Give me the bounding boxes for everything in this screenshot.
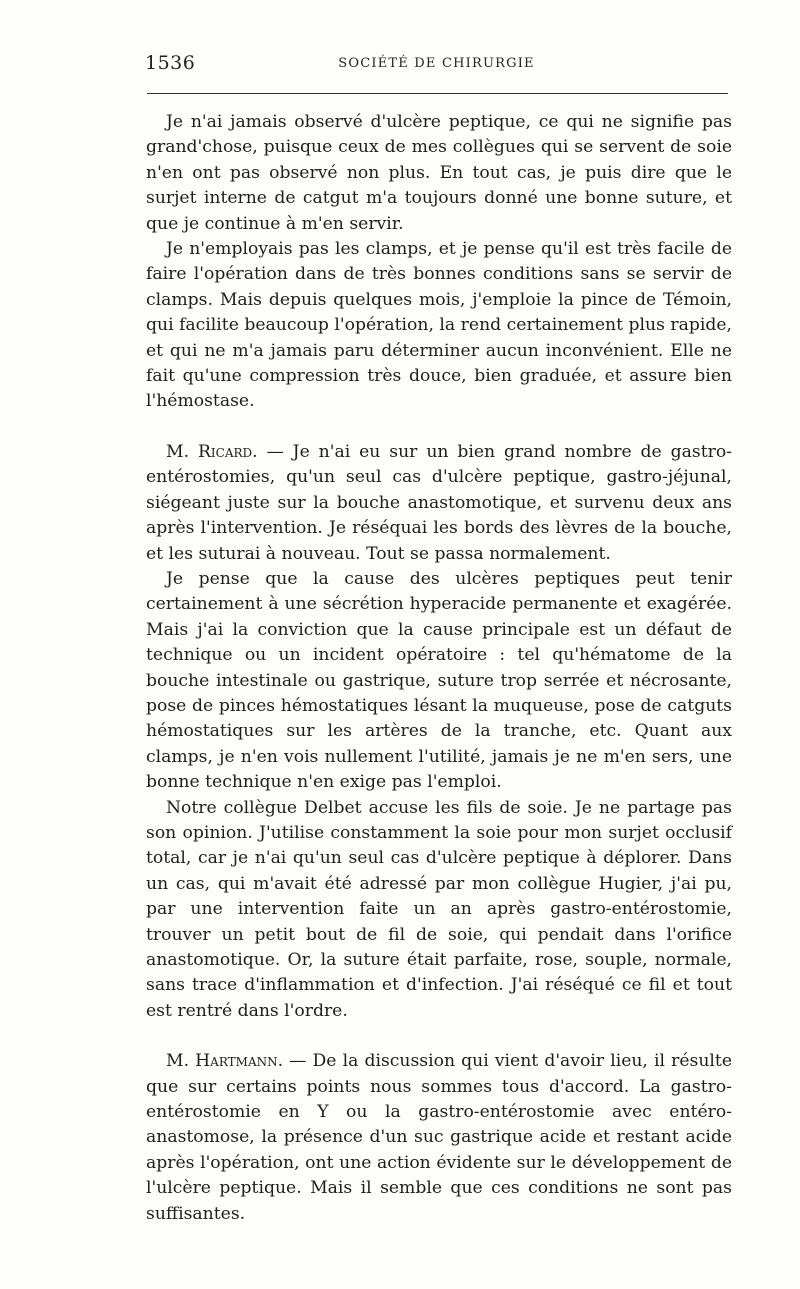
paragraph-ricard: [146, 440, 732, 567]
body-text: [146, 110, 732, 1227]
paragraph: [146, 567, 732, 796]
paragraph-text: Je n'employais pas les clamps, et je pense qu'il est très facile de faire l'opération dans de très bonnes conditions sans se servir de clamps. Mais depuis quelques mois, j'emploie la pince de Témoin, qui facilite beaucoup l'opération, la rend certainement plus rapide, et qui ne m'a jamais paru déterminer aucun inconvénient. Elle ne fait qu'une compression très douce, bien graduée, et assure bien l'hémostase.: [146, 239, 732, 412]
paragraph-text: Je n'ai jamais observé d'ulcère peptique, ce qui ne signifie pas grand'chose, puisque ceux de mes collègues qui se servent de soie n'en ont pas observé non plus. En tout cas, je puis dire que le surjet interne de catgut m'a toujours donné une bonne suture, et que je continue à m'en servir.: [146, 112, 732, 234]
paragraph: [146, 237, 732, 415]
paragraph-text: Notre collègue Delbet accuse les fils de soie. Je ne partage pas son opinion. J'utilise constamment la soie pour mon surjet occlusif total, car je n'ai qu'un seul cas d'ulcère peptique à déplorer. Dans un cas, qui m'avait été adressé par mon collègue Hugier, j'ai pu, par une intervention faite un an après gastro-entérostomie, trouver un petit bout de fil de soie, qui pendait dans l'orifice anastomotique. Or, la suture était parfaite, rose, souple, normale, sans trace d'inflammation et d'infection. J'ai réséqué ce fil et tout est rentré dans l'ordre.: [146, 797, 732, 1021]
paragraph-hartmann: [146, 1049, 732, 1227]
header-rule: [147, 93, 728, 94]
speaker-name: M. Ricard.: [166, 441, 258, 462]
paragraph: [146, 110, 732, 237]
paragraph-text: Je pense que la cause des ulcères peptiques peut tenir certainement à une sécrétion hyperacide permanente et exagérée. Mais j'ai la conviction que la cause principale est un défaut de technique ou un incident opératoire : tel qu'hématome de la bouche intestinale ou gastrique, suture trop serrée et nécrosante, pose de pinces hémostatiques lésant la muqueuse, pose de catguts hémostatiques sur les artères de la tranche, etc. Quant aux clamps, je n'en vois nullement l'utilité, jamais je ne m'en sers, une bonne technique n'en exige pas l'emploi.: [146, 568, 732, 793]
running-title: SOCIÉTÉ DE CHIRURGIE: [338, 56, 535, 71]
page-number: 1536: [145, 52, 196, 74]
paragraph-text: — Je n'ai eu sur un bien grand nombre de gastro-entérostomies, qu'un seul cas d'ulcère peptique, gastro-jéjunal, siégeant juste sur la bouche anastomotique, et survenu deux ans après l'intervention. Je réséquai les bords des lèvres de la bouche, et les suturai à nouveau. Tout se passa normalement.: [146, 441, 732, 564]
running-head: [145, 52, 728, 78]
paragraph: [146, 796, 732, 1025]
paragraph-text: — De la discussion qui vient d'avoir lieu, il résulte que sur certains points nous sommes tous d'accord. La gastro-entérostomie en Y ou la gastro-entérostomie avec entéro-anastomose, la présence d'un suc gastrique acide et restant acide après l'opération, ont une action évidente sur le développement de l'ulcère peptique. Mais il semble que ces conditions ne sont pas suffisantes.: [146, 1051, 732, 1224]
speaker-name: M. Hartmann.: [166, 1051, 284, 1072]
